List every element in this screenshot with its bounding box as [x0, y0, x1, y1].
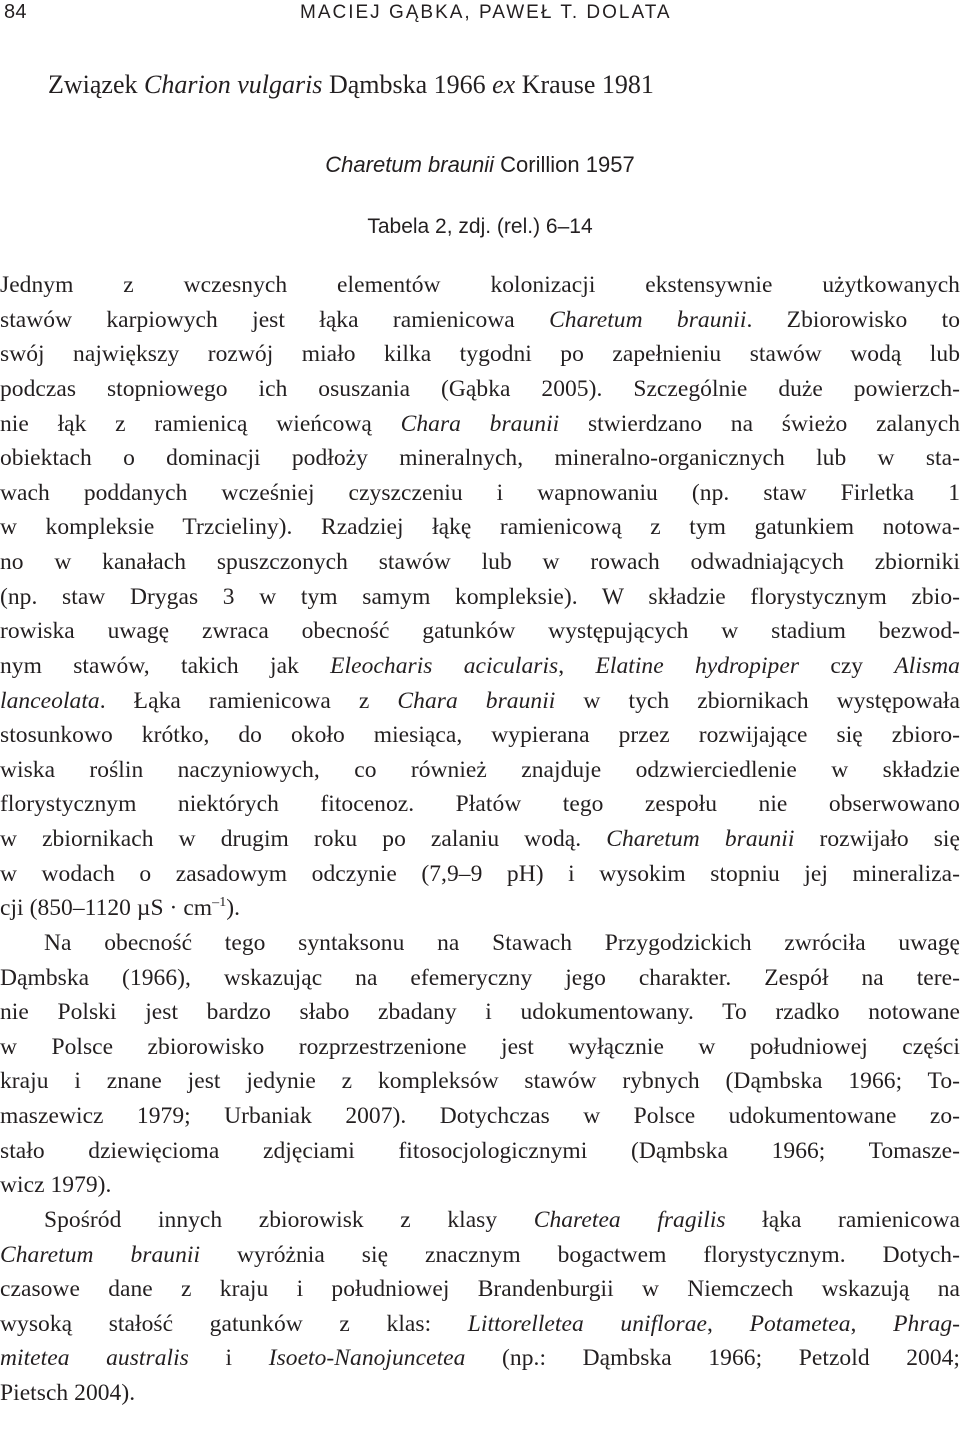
text-run: wiska roślin naczyniowych, co również znajduje odzwierciedlenie w składzie — [0, 756, 960, 783]
text-run: swój największy rozwój miało kilka tygodni po zapełnieniu stawów wodą lub — [0, 341, 960, 368]
text-line — [0, 1376, 960, 1411]
text-line — [0, 303, 960, 338]
text-run: , — [558, 652, 596, 679]
text-line — [0, 753, 960, 788]
text-line — [0, 1030, 960, 1065]
title-text: Krause 1981 — [515, 70, 654, 99]
section-title — [48, 70, 654, 100]
text-line — [0, 441, 960, 476]
text-run: . Zbiorowisko to — [746, 306, 960, 333]
title-taxon: Charion vulgaris — [144, 70, 323, 99]
page-number: 84 — [4, 1, 27, 23]
taxon-name: Potametea — [749, 1310, 851, 1337]
text-run: , — [850, 1310, 894, 1337]
text-run: stosunkowo krótko, do około miesiąca, wypierana przez rozwijające się zbioro- — [0, 722, 960, 749]
text-run: Pietsch 2004). — [0, 1380, 136, 1406]
text-run: . Łąka ramienicowa z — [99, 687, 398, 714]
text-run: wicz 1979). — [0, 1172, 112, 1199]
taxon-name: Isoeto-Nanojuncetea — [268, 1345, 466, 1372]
text-line — [0, 1134, 960, 1169]
text-run: nym stawów, takich jak — [0, 652, 331, 679]
text-line — [0, 476, 960, 511]
taxon-name: Chara braunii — [400, 410, 560, 437]
text-line — [0, 961, 960, 996]
taxon-name: Charetum braunii — [549, 306, 747, 333]
text-line — [0, 718, 960, 753]
text-line — [0, 545, 960, 580]
association-author: Corillion 1957 — [494, 152, 635, 177]
taxon-name: Eleocharis acicularis — [330, 652, 559, 679]
text-line — [0, 580, 960, 615]
text-run: obiektach o dominacji podłoży mineralnych, mineralno-organicznych lub w sta- — [0, 445, 960, 472]
text-run: podczas stopniowego ich osuszania (Gąbka 2005). Szczególnie duże powierzch- — [0, 375, 960, 402]
text-line — [0, 614, 960, 649]
taxon-name: Charetum braunii — [0, 1241, 201, 1268]
text-line — [0, 268, 960, 303]
body-text — [0, 268, 960, 1411]
text-line — [0, 1168, 960, 1203]
text-run: wysoką stałość gatunków z klas: — [0, 1310, 468, 1337]
text-line — [0, 926, 960, 961]
text-run: w wodach o zasadowym odczynie (7,9–9 pH) i wysokim stopniu jej mineraliza- — [0, 860, 960, 887]
title-text: Związek — [48, 70, 145, 99]
text-line — [0, 891, 960, 926]
text-run: nie Polski jest bardzo słabo zbadany i udokumentowany. To rzadko notowane — [0, 999, 960, 1026]
taxon-name: lanceolata — [0, 687, 100, 714]
text-line — [0, 684, 960, 719]
text-line — [0, 337, 960, 372]
superscript: –1 — [212, 895, 227, 911]
text-run: Na obecność tego syntaksonu na Stawach Przygodzickich zwróciła uwagę — [44, 929, 960, 956]
text-line — [0, 1307, 960, 1342]
table-reference: Tabela 2, zdj. (rel.) 6–14 — [367, 215, 593, 238]
text-run: florystycznym niektórych fitocenoz. Płatów tego zespołu nie obserwowano — [0, 791, 960, 818]
text-run: (np.: Dąmbska 1966; Petzold 2004; — [465, 1345, 960, 1372]
text-run: stawów karpiowych jest łąka ramienicowa — [0, 306, 550, 333]
text-run: łąka ramienicowa — [725, 1206, 960, 1233]
taxon-name: Charetea fragilis — [533, 1206, 726, 1233]
text-run: czasowe dane z kraju i południowej Brandenburgii w Niemczech wskazują na — [0, 1276, 960, 1303]
text-run: nie łąk z ramienicą wieńcową — [0, 410, 401, 437]
text-run: wach poddanych wcześniej czyszczeniu i wapnowaniu (np. staw Firletka 1 — [0, 479, 960, 506]
text-run: rowiska uwagę zwraca obecność gatunków występujących w stadium bezwod- — [0, 618, 960, 645]
text-run: cji (850–1120 µS · cm — [0, 895, 213, 922]
text-line — [0, 1099, 960, 1134]
text-run: rozwijało się — [794, 826, 960, 852]
taxon-name: Littorelletea uniflorae — [467, 1310, 708, 1337]
text-run: w tych zbiornikach występowała — [555, 687, 960, 714]
text-line — [0, 372, 960, 407]
text-run: maszewicz 1979; Urbaniak 2007). Dotychczas w Polsce udokumentowane zo- — [0, 1103, 960, 1129]
text-line — [0, 995, 960, 1030]
taxon-name: Phrag- — [893, 1310, 960, 1337]
text-line — [0, 1341, 960, 1376]
text-line — [0, 1064, 960, 1099]
text-run: stwierdzano na świeżo zalanych — [559, 410, 960, 437]
text-run: no w kanałach spuszczonych stawów lub w rowach odwadniających zbiorniki — [0, 549, 960, 575]
text-run: w Polsce zbiorowisko rozprzestrzenione jest wyłącznie w południowej części — [0, 1033, 960, 1060]
text-run: kraju i znane jest jedynie z kompleksów stawów rybnych (Dąmbska 1966; To- — [0, 1068, 960, 1095]
text-line — [0, 510, 960, 545]
title-text: Dąmbska 1966 — [322, 70, 493, 99]
taxon-name: Alisma — [894, 652, 960, 679]
text-line — [0, 1203, 960, 1238]
text-line — [0, 857, 960, 892]
taxon-name: Charetum braunii — [606, 826, 795, 852]
text-run: w zbiornikach w drugim roku po zalaniu wodą. — [0, 826, 607, 852]
text-run: czy — [799, 652, 895, 679]
text-run: wyróżnia się znacznym bogactwem florystycznym. Dotych- — [200, 1241, 960, 1268]
association-name — [0, 152, 960, 178]
running-head — [0, 0, 960, 30]
text-run: w kompleksie Trzcieliny). Rzadziej łąkę ramienicową z tym gatunkiem notowa- — [0, 514, 960, 541]
text-line — [0, 407, 960, 442]
text-line — [0, 649, 960, 684]
text-run: stało dziewięcioma zdjęciami fitosocjologicznymi (Dąmbska 1966; Tomasze- — [0, 1137, 960, 1164]
text-line — [0, 822, 960, 857]
running-head-authors: MACIEJ GĄBKA, PAWEŁ T. DOLATA — [300, 2, 672, 23]
text-line — [0, 787, 960, 822]
text-run: , — [707, 1310, 750, 1337]
text-run: Dąmbska (1966), wskazując na efemeryczny jego charakter. Zespół na tere- — [0, 964, 960, 991]
text-line — [0, 1238, 960, 1273]
text-run: (np. staw Drygas 3 w tym samym kompleksie). W składzie florystycznym zbio- — [0, 583, 960, 610]
association-taxon: Charetum braunii — [325, 152, 495, 177]
taxon-name: Elatine hydropiper — [595, 652, 800, 679]
text-run: i — [188, 1345, 269, 1372]
text-line — [0, 1272, 960, 1307]
taxon-name: mitetea australis — [0, 1345, 189, 1372]
text-run: Jednym z wczesnych elementów kolonizacji ekstensywnie użytkowanych — [0, 272, 960, 298]
text-run: ). — [226, 895, 241, 922]
title-ex: ex — [492, 70, 516, 99]
taxon-name: Chara braunii — [397, 687, 556, 714]
text-run: Spośród innych zbiorowisk z klasy — [44, 1206, 534, 1233]
